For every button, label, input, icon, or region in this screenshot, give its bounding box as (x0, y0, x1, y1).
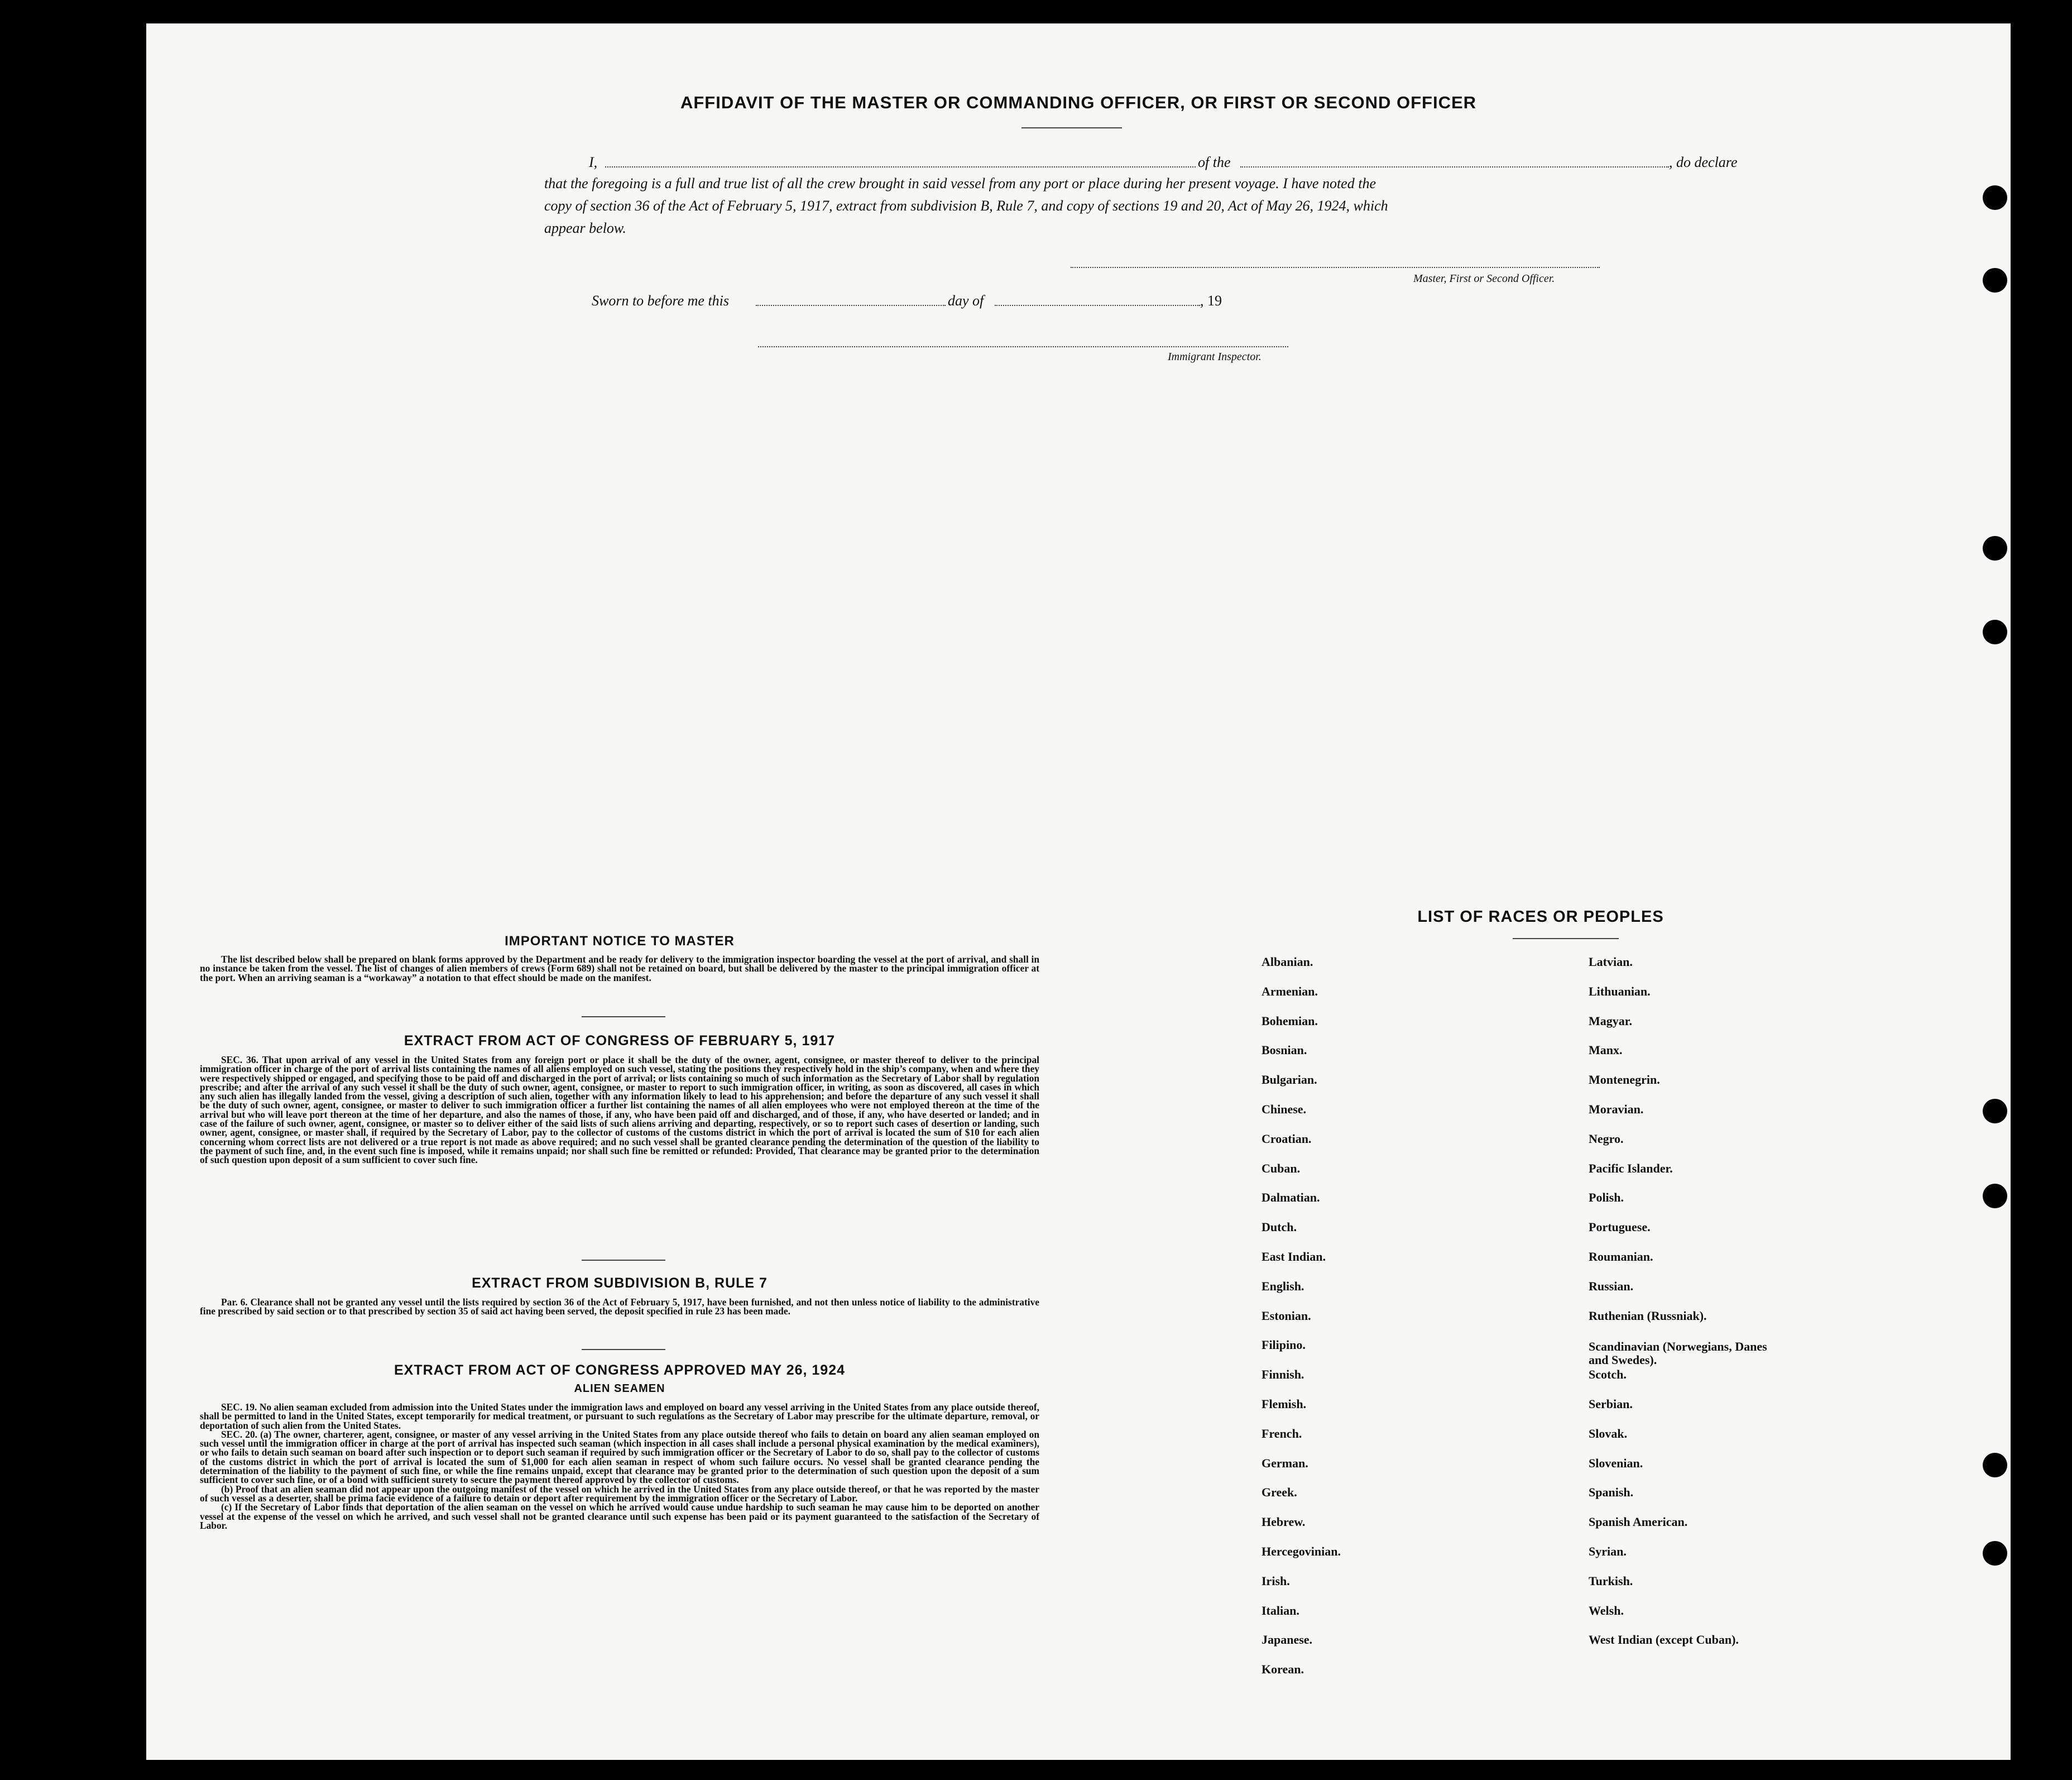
notice-paragraph: The list described below shall be prepared on blank forms approved by the Department and be ready for delivery to the immigration inspector boarding the vessel at the port of arrival, and shall in no instance be taken from the vessel. The list of changes of alien members of crews (Form 689) shall not be retained on board, but shall be delivered by the master to the principal immigration officer at the port. When an arriving seaman is a “workaway” a notation to that effect should be made on the manifest. (200, 954, 1039, 983)
race-item: Bosnian. (1262, 1043, 1307, 1058)
race-item: Syrian. (1589, 1544, 1627, 1558)
race-item: Welsh. (1589, 1603, 1624, 1618)
race-item: Polish. (1589, 1190, 1624, 1205)
name-field[interactable] (605, 166, 1196, 168)
race-item: Slovenian. (1589, 1456, 1643, 1470)
declaration-line-3: appear below. (544, 220, 626, 236)
section-rule (582, 1349, 665, 1350)
race-item: Irish. (1262, 1573, 1290, 1588)
race-item: Chinese. (1262, 1102, 1307, 1116)
race-item: Albanian. (1262, 955, 1313, 969)
race-item: Cuban. (1262, 1161, 1301, 1175)
extract-1917-text (200, 1055, 1039, 1165)
affidavit-do-declare-label: , do declare (1669, 154, 1738, 170)
race-item: Estonian. (1262, 1308, 1311, 1323)
declaration-line-1: that the foregoing is a full and true list of all the crew brought in said vessel from any port or place during her present voyage. I have noted the (544, 175, 1376, 192)
race-item: Hebrew. (1262, 1515, 1306, 1529)
race-item: Latvian. (1589, 955, 1633, 969)
inspector-caption: Immigrant Inspector. (1168, 351, 1262, 363)
race-item: Dutch. (1262, 1220, 1297, 1234)
master-signature-field[interactable] (1071, 267, 1600, 268)
races-title: LIST OF RACES OR PEOPLES (1417, 908, 1664, 926)
race-item: English. (1262, 1279, 1304, 1293)
race-item: Spanish. (1589, 1485, 1634, 1500)
race-item: Manx. (1589, 1043, 1623, 1058)
punch-hole (1983, 1099, 2007, 1123)
race-item: Italian. (1262, 1603, 1299, 1618)
sworn-day-field[interactable] (756, 305, 946, 306)
race-item: Japanese. (1262, 1633, 1313, 1647)
section-36-paragraph: SEC. 36. That upon arrival of any vessel in the United States from any foreign port or place it shall be the duty of the owner, agent, consignee, or master thereof to deliver to the principal immigration officer in charge of the port of arrival lists containing the names of all aliens employed on such vessel, stating the positions they respectively hold in the ship’s company, when and where they were respectively shipped or engaged, and specifying those to be paid off and discharged in the port of arrival; or lists containing so much of such information as the Secretary of Labor shall by regulation prescribe; and after the arrival of any such vessel it shall be the duty of such owner, agent, consignee, or master to report to such immigration officer, in writing, as soon as discovered, all cases in which any such alien has illegally landed from the vessel, giving a description of such alien, together with any information likely to lead to his apprehension; and before the departure of any such vessel it shall be the duty of such owner, agent, consignee, or master to deliver to such immigration officer a further list containing the names of all alien employees who were not employed thereon at the time of the arrival but who will leave port thereon at the time of her departure, and also the names of those, if any, who have been paid off and discharged, and of those, if any, who have deserted or landed; and in case of the failure of such owner, agent, consignee, or master so to deliver either of the said lists of such aliens arriving and departing, respectively, or so to report such cases of desertion or landing, such owner, agent, consignee, or master shall, if required by the Secretary of Labor, pay to the collector of customs of the customs district in which the port of arrival is located the sum of $10 for each alien concerning whom correct lists are not delivered or a true report is not made as above required; and no such vessel shall be granted clearance pending the determination of the question of the liability to the payment of such fine, and, in the event such fine is imposed, while it remains unpaid; nor shall such fine be remitted or refunded: Provided, That clearance may be granted prior to the determination of such question upon deposit of a sum sufficient to cover such fine. (200, 1054, 1039, 1166)
punch-hole (1983, 1184, 2007, 1208)
extract-1924-title: EXTRACT FROM ACT OF CONGRESS APPROVED MAY 26, 1924 (394, 1362, 846, 1378)
race-item: Moravian. (1589, 1102, 1644, 1116)
race-item: East Indian. (1262, 1250, 1326, 1264)
section-rule (582, 1260, 665, 1261)
punch-hole (1983, 185, 2007, 210)
race-item: Armenian. (1262, 984, 1318, 998)
affidavit-title: AFFIDAVIT OF THE MASTER OR COMMANDING OFFICER, OR FIRST OR SECOND OFFICER (680, 93, 1477, 112)
race-item: Pacific Islander. (1589, 1161, 1673, 1175)
race-item: Scandinavian (Norwegians, Danes and Swedes). (1589, 1339, 1767, 1367)
sec-19-paragraph: SEC. 19. No alien seaman excluded from admission into the United States under the immigration laws and employed on board any vessel arriving in the United States from any place outside thereof, shall be permitted to land in the United States, except temporarily for medical treatment, or pursuant to such regulations as the Secretary of Labor may prescribe for the ultimate departure, removal, or deportation of such alien from the United States. (200, 1401, 1039, 1431)
extract-1917-title: EXTRACT FROM ACT OF CONGRESS OF FEBRUARY 5, 1917 (404, 1033, 836, 1049)
rule7-title: EXTRACT FROM SUBDIVISION B, RULE 7 (472, 1275, 768, 1291)
extract-1924-text (200, 1403, 1039, 1530)
master-caption: Master, First or Second Officer. (1413, 272, 1555, 285)
race-item: Greek. (1262, 1485, 1297, 1500)
race-item: German. (1262, 1456, 1308, 1470)
race-item: Portuguese. (1589, 1220, 1651, 1234)
affidavit-i-label: I, (589, 154, 598, 170)
race-item: Spanish American. (1589, 1515, 1688, 1529)
race-item: Roumanian. (1589, 1250, 1653, 1264)
race-item: French. (1262, 1426, 1302, 1441)
declaration-line-2: copy of section 36 of the Act of February 5, 1917, extract from subdivision B, Rule 7, and copy of sections 19 and 20, Act of May 26, 1924, which (544, 198, 1388, 214)
race-item: Lithuanian. (1589, 984, 1651, 998)
section-rule (582, 1016, 665, 1017)
punch-hole (1983, 1541, 2007, 1566)
title-rule (1021, 127, 1122, 128)
race-item: Croatian. (1262, 1131, 1312, 1146)
races-title-rule (1513, 938, 1619, 939)
race-item: Ruthenian (Russniak). (1589, 1308, 1707, 1323)
document-sheet (146, 23, 2011, 1760)
par-6-paragraph: Par. 6. Clearance shall not be granted any vessel until the lists required by section 36 of the Act of February 5, 1917, have been furnished, and not then unless notice of liability to the administrative fine prescribed by said section or to that prescribed by section 35 of said act having been served, the deposit specified in rule 23 has been made. (200, 1296, 1039, 1317)
race-item: Dalmatian. (1262, 1190, 1320, 1205)
notice-title: IMPORTANT NOTICE TO MASTER (505, 934, 735, 949)
race-item: Montenegrin. (1589, 1073, 1660, 1087)
vessel-field[interactable] (1240, 166, 1669, 168)
race-item: Hercegovinian. (1262, 1544, 1341, 1558)
punch-hole (1983, 1453, 2007, 1477)
race-item: Serbian. (1589, 1397, 1633, 1411)
punch-hole (1983, 620, 2007, 644)
race-item: Scotch. (1589, 1367, 1627, 1382)
sec-20c-paragraph: (c) If the Secretary of Labor finds that deportation of the alien seaman on the vessel on which he arrived would cause undue hardship to such seaman he may cause him to be deported on another vessel at the expense of the vessel on which he arrived, and such vessel shall not be granted clearance until such expense has been paid or its payment guaranteed to the satisfaction of the Secretary of Labor. (200, 1501, 1039, 1531)
race-item: Russian. (1589, 1279, 1634, 1293)
sworn-month-field[interactable] (995, 305, 1200, 306)
race-item: Negro. (1589, 1131, 1624, 1146)
day-of-label: day of (948, 293, 984, 309)
race-item: Turkish. (1589, 1573, 1633, 1588)
race-item: Bulgarian. (1262, 1073, 1317, 1087)
race-item: Finnish. (1262, 1367, 1304, 1382)
race-item: Korean. (1262, 1662, 1304, 1677)
affidavit-of-the-label: of the (1198, 154, 1231, 170)
race-item: Flemish. (1262, 1397, 1307, 1411)
race-item: Filipino. (1262, 1338, 1306, 1352)
sec-20b-paragraph: (b) Proof that an alien seaman did not appear upon the outgoing manifest of the vessel on which he arrived in the United States from any place outside thereof, or that he was reported by the master of such vessel as a deserter, shall be prima facie evidence of a failure to detain or deport after requirement by the immigration officer or the Secretary of Labor. (200, 1483, 1039, 1504)
year-label: , 19 (1200, 293, 1222, 309)
sec-20a-paragraph: SEC. 20. (a) The owner, charterer, agent, consignee, or master of any vessel arriving in the United States from any place outside thereof who fails to detain on board any alien seaman employed on such vessel until the immigration officer in charge at the port of arrival has inspected such seaman (which inspection in all cases shall include a personal physical examination by the medical examiners), or who fails to detain such seaman on board after such inspection or to deport such seaman if required by such immigration officer or the Secretary of Labor to do so, shall pay to the collector of customs of the customs district in which the port of arrival is located the sum of $1,000 for each alien seaman in respect of whom such failure occurs. No vessel shall be granted clearance pending the determination of the liability to the payment of such fine, or while the fine remains unpaid, except that clearance may be granted prior to the determination of such question upon the deposit of a sum sufficient to cover such fine, or of a bond with sufficient surety to secure the payment thereof approved by the collector of customs. (200, 1428, 1039, 1486)
race-item: Magyar. (1589, 1013, 1633, 1028)
punch-hole (1983, 536, 2007, 561)
race-item: Slovak. (1589, 1426, 1628, 1441)
race-item: West Indian (except Cuban). (1589, 1633, 1739, 1647)
inspector-signature-field[interactable] (758, 346, 1288, 347)
rule7-text (200, 1298, 1039, 1316)
sworn-label: Sworn to before me this (592, 293, 730, 309)
punch-hole (1983, 268, 2007, 293)
notice-text (200, 955, 1039, 982)
alien-seamen-subtitle: ALIEN SEAMEN (574, 1382, 665, 1395)
race-item: Bohemian. (1262, 1013, 1318, 1028)
